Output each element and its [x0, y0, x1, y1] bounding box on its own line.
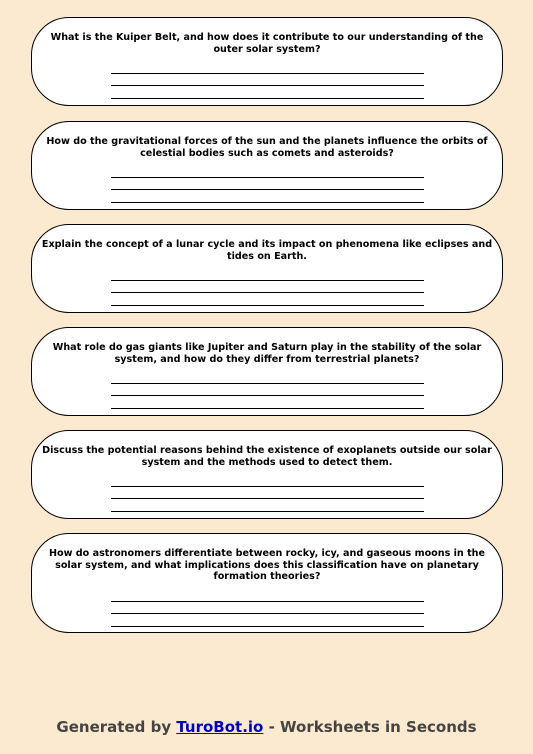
answer-line[interactable]: [111, 626, 424, 627]
answer-line[interactable]: [111, 498, 424, 499]
footer-prefix: Generated by: [56, 718, 177, 736]
answer-line[interactable]: [111, 395, 424, 396]
answer-line[interactable]: [111, 280, 424, 281]
answer-line[interactable]: [111, 613, 424, 614]
answer-line[interactable]: [111, 601, 424, 602]
question-text: What role do gas giants like Jupiter and Saturn play in the stability of the solar system, and how do they differ from terrestrial planets?: [52, 342, 482, 365]
footer-suffix: - Worksheets in Seconds: [263, 718, 477, 736]
question-text: What is the Kuiper Belt, and how does it contribute to our understanding of the outer solar system?: [50, 32, 484, 55]
question-card-3: [31, 224, 503, 313]
question-text: How do astronomers differentiate between rocky, icy, and gaseous moons in the solar system, and what implications does this classification have on planetary formation theories?: [48, 548, 486, 582]
answer-line[interactable]: [111, 305, 424, 306]
answer-line[interactable]: [111, 486, 424, 487]
question-card-2: [31, 121, 503, 210]
answer-line[interactable]: [111, 177, 424, 178]
answer-line[interactable]: [111, 98, 424, 99]
question-card-4: [31, 327, 503, 416]
question-card-6: [31, 533, 503, 633]
question-text: Explain the concept of a lunar cycle and its impact on phenomena like eclipses and tides on Earth.: [41, 239, 493, 262]
footer: [0, 718, 533, 736]
answer-line[interactable]: [111, 202, 424, 203]
question-text: How do the gravitational forces of the sun and the planets influence the orbits of celestial bodies such as comets and asteroids?: [46, 136, 488, 159]
answer-line[interactable]: [111, 85, 424, 86]
answer-line[interactable]: [111, 73, 424, 74]
answer-line[interactable]: [111, 383, 424, 384]
answer-line[interactable]: [111, 292, 424, 293]
answer-line[interactable]: [111, 408, 424, 409]
answer-line[interactable]: [111, 189, 424, 190]
question-card-1: [31, 17, 503, 106]
question-card-5: [31, 430, 503, 519]
question-text: Discuss the potential reasons behind the existence of exoplanets outside our solar system and the methods used to detect them.: [42, 445, 492, 468]
answer-line[interactable]: [111, 511, 424, 512]
turobot-link[interactable]: TuroBot.io: [176, 718, 264, 736]
